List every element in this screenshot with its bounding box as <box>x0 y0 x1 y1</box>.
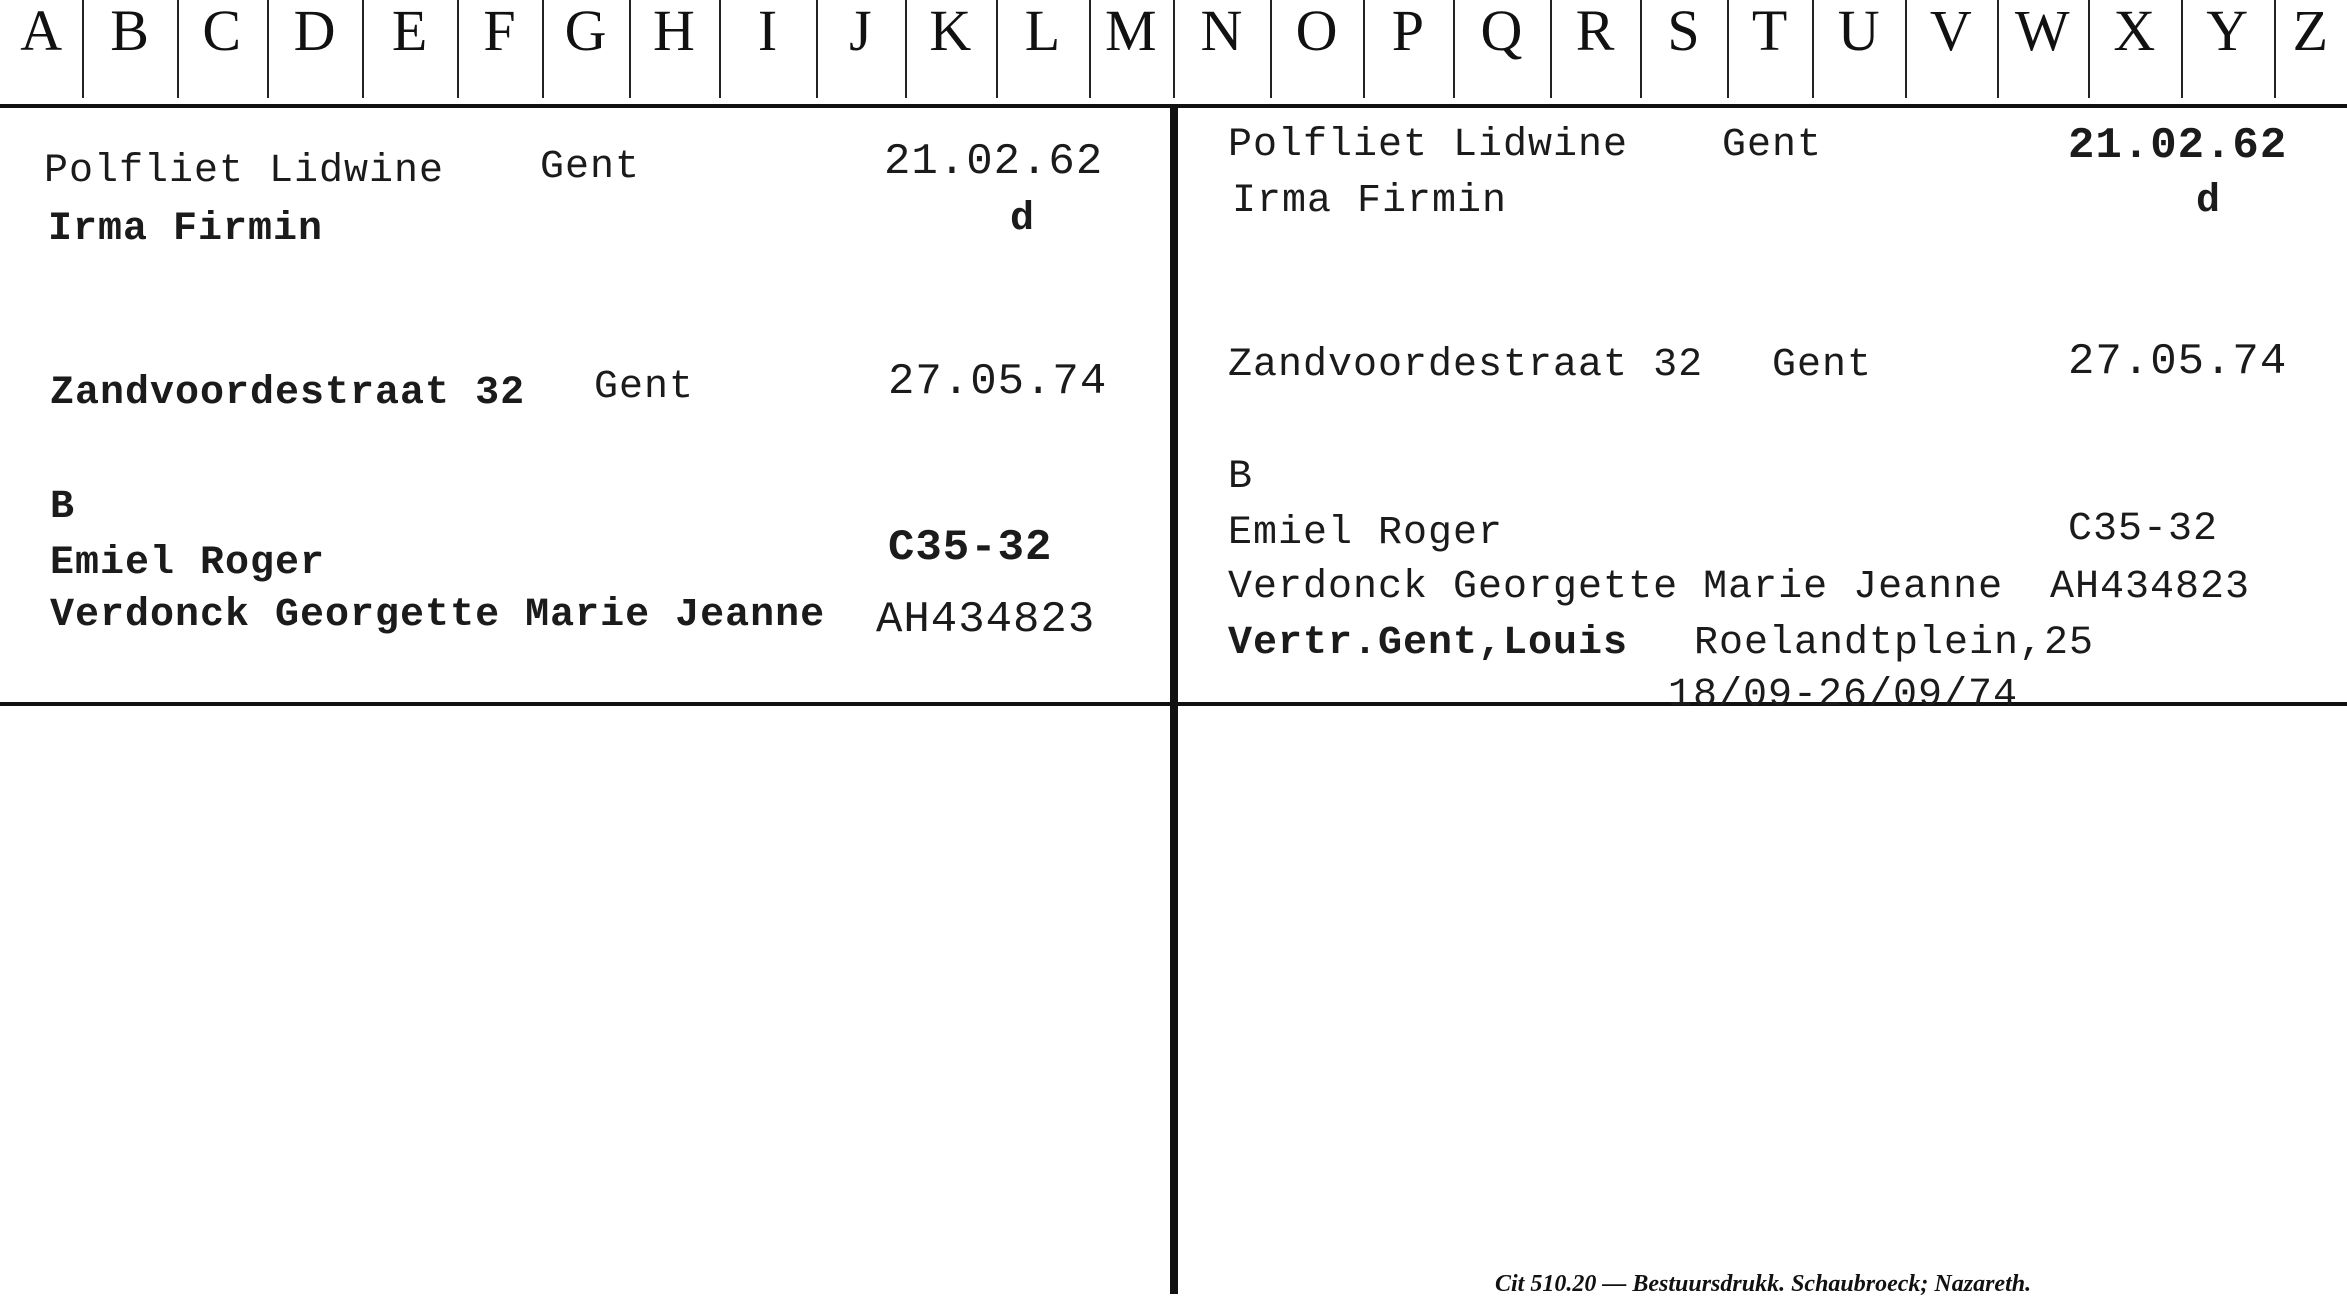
index-separator <box>719 0 721 98</box>
index-separator <box>629 0 631 98</box>
index-separator <box>1727 0 1729 98</box>
left-first-names: Irma Firmin <box>48 207 324 252</box>
right-period: 18/09-26/09/74 <box>1668 673 2019 718</box>
right-date-street: 27.05.74 <box>2068 337 2288 387</box>
center-divider <box>1170 104 1178 1294</box>
index-letter-d: D <box>293 0 336 63</box>
index-separator <box>1997 0 1999 98</box>
index-letter-m: M <box>1105 0 1157 63</box>
left-section-divider <box>0 702 1170 706</box>
index-letter-v: V <box>1929 0 1972 63</box>
index-separator <box>2181 0 2183 98</box>
index-separator <box>1640 0 1642 98</box>
left-street: Zandvoordestraat 32 <box>50 371 526 416</box>
index-separator <box>905 0 907 98</box>
left-code: C35-32 <box>888 523 1053 573</box>
right-mark: d <box>2196 179 2222 224</box>
index-letter-b: B <box>110 0 149 63</box>
left-letter: B <box>50 485 76 530</box>
left-city-top: Gent <box>540 145 641 190</box>
right-letter: B <box>1228 455 1254 500</box>
right-partner-name: Verdonck Georgette Marie Jeanne <box>1228 565 2004 610</box>
index-separator <box>1453 0 1455 98</box>
index-separator <box>1270 0 1272 98</box>
right-city-top: Gent <box>1722 123 1823 168</box>
index-separator <box>1550 0 1552 98</box>
index-separator <box>1089 0 1091 98</box>
index-letter-g: G <box>564 0 607 63</box>
left-city-street: Gent <box>594 365 695 410</box>
index-letter-z: Z <box>2292 0 2329 63</box>
index-letter-l: L <box>1024 0 1061 63</box>
index-separator <box>267 0 269 98</box>
right-name-line: Polfliet Lidwine <box>1228 123 1629 168</box>
index-letter-c: C <box>202 0 241 63</box>
index-letter-y: Y <box>2206 0 2249 63</box>
index-separator <box>2088 0 2090 98</box>
index-separator <box>816 0 818 98</box>
index-separator <box>177 0 179 98</box>
index-separator <box>82 0 84 98</box>
index-separator <box>1905 0 1907 98</box>
left-partner-name: Verdonck Georgette Marie Jeanne <box>50 593 826 638</box>
index-separator <box>1363 0 1365 98</box>
index-letter-a: A <box>20 0 63 63</box>
index-letter-q: Q <box>1480 0 1523 63</box>
right-street: Zandvoordestraat 32 <box>1228 343 1704 388</box>
right-address: Roelandtplein,25 <box>1694 621 2095 666</box>
index-letter-n: N <box>1200 0 1243 63</box>
index-letter-e: E <box>391 0 428 63</box>
right-vertr: Vertr.Gent,Louis <box>1228 621 1629 666</box>
index-letter-j: J <box>849 0 872 63</box>
alphabet-index-strip <box>0 0 2347 108</box>
index-letter-u: U <box>1837 0 1880 63</box>
index-separator <box>362 0 364 98</box>
index-letter-k: K <box>929 0 972 63</box>
right-code: C35-32 <box>2068 507 2219 552</box>
index-letter-h: H <box>653 0 695 63</box>
left-name-line: Polfliet Lidwine <box>44 149 445 194</box>
index-letter-s: S <box>1667 0 1700 63</box>
left-date-street: 27.05.74 <box>888 357 1108 407</box>
index-letter-f: F <box>483 0 516 63</box>
index-letter-w: W <box>2014 0 2070 63</box>
index-letter-o: O <box>1295 0 1338 63</box>
printer-imprint: Cit 510.20 — Bestuursdrukk. Schaubroeck; Nazareth. <box>1495 1271 2032 1297</box>
index-letter-i: I <box>757 0 778 63</box>
index-separator <box>542 0 544 98</box>
left-mark: d <box>1010 197 1036 242</box>
index-letter-x: X <box>2113 0 2156 63</box>
index-separator <box>2274 0 2276 98</box>
right-partner-first: Emiel Roger <box>1228 511 1504 556</box>
index-letter-r: R <box>1575 0 1615 63</box>
index-separator <box>1812 0 1814 98</box>
index-letter-t: T <box>1751 0 1788 63</box>
right-number: AH434823 <box>2050 565 2251 610</box>
right-first-names: Irma Firmin <box>1232 179 1508 224</box>
right-date-top: 21.02.62 <box>2068 121 2288 171</box>
index-separator <box>996 0 998 98</box>
left-number: AH434823 <box>876 595 1096 645</box>
right-city-street: Gent <box>1772 343 1873 388</box>
index-letter-p: P <box>1391 0 1425 63</box>
index-separator <box>457 0 459 98</box>
index-separator <box>1173 0 1175 98</box>
left-partner-first: Emiel Roger <box>50 541 326 586</box>
left-date-top: 21.02.62 <box>884 137 1104 187</box>
